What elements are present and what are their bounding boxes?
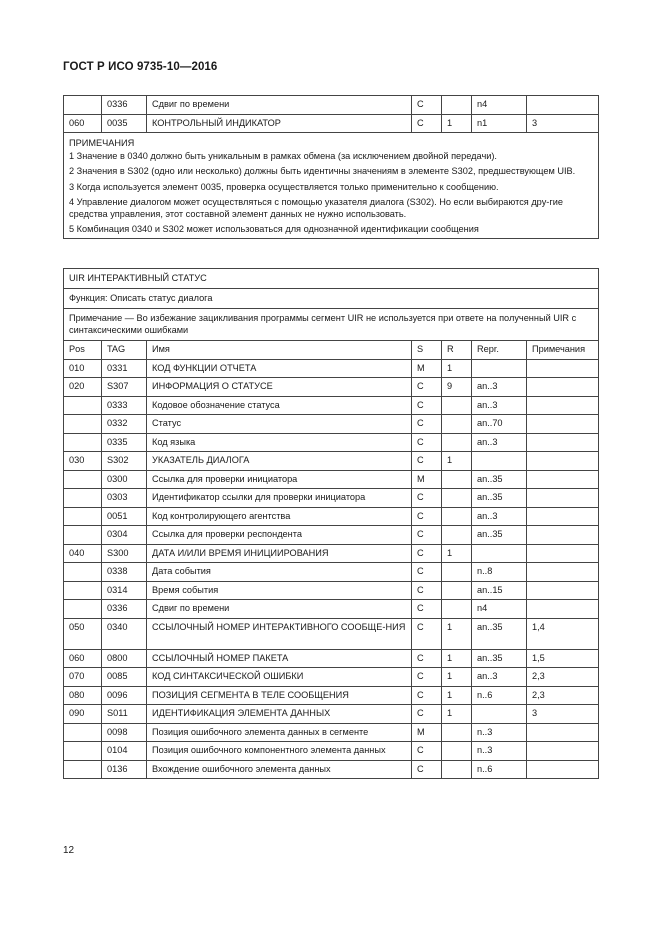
cell-name: КОД СИНТАКСИЧЕСКОЙ ОШИБКИ — [147, 668, 412, 687]
cell-pos — [64, 470, 102, 489]
page-number: 12 — [63, 845, 75, 856]
cell-notes — [527, 723, 599, 742]
cell-s: M — [412, 470, 442, 489]
cell-tag: 0303 — [102, 489, 147, 508]
cell-repr: an..3 — [472, 378, 527, 397]
cell-s: C — [412, 378, 442, 397]
note-item: 2 Значения в S302 (одно или несколько) должны быть идентичны значениям в элементе S302, предшествующем UIB. — [69, 166, 576, 177]
cell-r: 1 — [442, 114, 472, 133]
table-row — [64, 686, 599, 705]
cell-name: УКАЗАТЕЛЬ ДИАЛОГА — [147, 452, 412, 471]
col-header-s: S — [412, 341, 442, 360]
cell-s: M — [412, 359, 442, 378]
table-row — [64, 742, 599, 761]
cell-notes — [527, 526, 599, 545]
cell-s: C — [412, 563, 442, 582]
cell-repr: an..35 — [472, 649, 527, 668]
cell-s: C — [412, 544, 442, 563]
cell-tag: S011 — [102, 705, 147, 724]
cell-tag: 0104 — [102, 742, 147, 761]
cell-name: Код языка — [147, 433, 412, 452]
cell-s: C — [412, 581, 442, 600]
cell-s: C — [412, 705, 442, 724]
col-header-repr: Repr. — [472, 341, 527, 360]
cell-tag: 0085 — [102, 668, 147, 687]
cell-s: C — [412, 96, 442, 115]
table-row — [64, 114, 599, 133]
cell-name: Сдвиг по времени — [147, 96, 412, 115]
cell-s: C — [412, 396, 442, 415]
cell-notes — [527, 359, 599, 378]
cell-repr: an..15 — [472, 581, 527, 600]
cell-s: C — [412, 452, 442, 471]
cell-s: C — [412, 618, 442, 649]
cell-pos: 080 — [64, 686, 102, 705]
cell-r: 9 — [442, 378, 472, 397]
cell-repr: an..3 — [472, 668, 527, 687]
cell-pos: 050 — [64, 618, 102, 649]
cell-r: 1 — [442, 668, 472, 687]
cell-name: Ссылка для проверки инициатора — [147, 470, 412, 489]
cell-repr: n4 — [472, 600, 527, 619]
cell-r — [442, 96, 472, 115]
cell-s: C — [412, 114, 442, 133]
cell-notes — [527, 600, 599, 619]
cell-notes: 1,5 — [527, 649, 599, 668]
column-header-row — [64, 341, 599, 360]
cell-s: C — [412, 686, 442, 705]
table-row — [64, 359, 599, 378]
cell-name: Дата события — [147, 563, 412, 582]
note-item: 3 Когда используется элемент 0035, проверка осуществляется только применительно к сообщению. — [69, 181, 499, 192]
table-row — [64, 470, 599, 489]
notes-row — [64, 133, 599, 239]
cell-r — [442, 415, 472, 434]
cell-r: 1 — [442, 649, 472, 668]
cell-repr: n1 — [472, 114, 527, 133]
cell-name: ПОЗИЦИЯ СЕГМЕНТА В ТЕЛЕ СООБЩЕНИЯ — [147, 686, 412, 705]
cell-name: Статус — [147, 415, 412, 434]
cell-tag: S307 — [102, 378, 147, 397]
cell-repr: n..3 — [472, 742, 527, 761]
table-row — [64, 452, 599, 471]
cell-pos: 020 — [64, 378, 102, 397]
cell-repr: an..35 — [472, 489, 527, 508]
cell-pos — [64, 415, 102, 434]
cell-tag: 0098 — [102, 723, 147, 742]
cell-r — [442, 760, 472, 779]
cell-notes: 1,4 — [527, 618, 599, 649]
table-row — [64, 507, 599, 526]
cell-tag: 0300 — [102, 470, 147, 489]
table-row — [64, 618, 599, 649]
cell-name: КОНТРОЛЬНЫЙ ИНДИКАТОР — [147, 114, 412, 133]
cell-pos: 040 — [64, 544, 102, 563]
cell-r — [442, 563, 472, 582]
cell-s: C — [412, 526, 442, 545]
cell-r — [442, 507, 472, 526]
cell-pos — [64, 723, 102, 742]
cell-notes — [527, 507, 599, 526]
cell-pos: 070 — [64, 668, 102, 687]
cell-name: Время события — [147, 581, 412, 600]
cell-name: ССЫЛОЧНЫЙ НОМЕР ПАКЕТА — [147, 649, 412, 668]
cell-pos — [64, 600, 102, 619]
cell-pos — [64, 563, 102, 582]
cell-s: C — [412, 489, 442, 508]
cell-tag: 0304 — [102, 526, 147, 545]
cell-s: C — [412, 649, 442, 668]
cell-tag: 0314 — [102, 581, 147, 600]
cell-pos — [64, 742, 102, 761]
cell-name: ИДЕНТИФИКАЦИЯ ЭЛЕМЕНТА ДАННЫХ — [147, 705, 412, 724]
cell-notes — [527, 378, 599, 397]
cell-notes: 3 — [527, 705, 599, 724]
col-header-notes: Примечания — [527, 341, 599, 360]
table-row — [64, 96, 599, 115]
cell-tag: 0800 — [102, 649, 147, 668]
table-row — [64, 396, 599, 415]
table-row — [64, 723, 599, 742]
cell-tag: 0336 — [102, 600, 147, 619]
cell-pos — [64, 96, 102, 115]
table-row — [64, 649, 599, 668]
cell-tag: 0336 — [102, 96, 147, 115]
col-header-tag: TAG — [102, 341, 147, 360]
cell-s: C — [412, 668, 442, 687]
cell-pos — [64, 581, 102, 600]
cell-r: 1 — [442, 705, 472, 724]
segment-function-row — [64, 289, 599, 309]
cell-tag: S302 — [102, 452, 147, 471]
cell-name: Вхождение ошибочного элемента данных — [147, 760, 412, 779]
cell-name: КОД ФУНКЦИИ ОТЧЕТА — [147, 359, 412, 378]
cell-notes — [527, 415, 599, 434]
cell-pos — [64, 489, 102, 508]
document-header: ГОСТ Р ИСО 9735-10—2016 — [63, 61, 218, 73]
segment-title-row — [64, 269, 599, 289]
table-row — [64, 544, 599, 563]
cell-repr — [472, 359, 527, 378]
cell-s: C — [412, 507, 442, 526]
table-row — [64, 378, 599, 397]
cell-pos — [64, 760, 102, 779]
cell-name: Сдвиг по времени — [147, 600, 412, 619]
cell-r: 1 — [442, 452, 472, 471]
col-header-r: R — [442, 341, 472, 360]
note-item: 5 Комбинация 0340 и S302 может использоваться для однозначной идентификации сообщения — [69, 224, 479, 235]
notes-title: ПРИМЕЧАНИЯ — [69, 138, 135, 148]
cell-s: M — [412, 723, 442, 742]
cell-name: Идентификатор ссылки для проверки инициатора — [147, 489, 412, 508]
cell-pos — [64, 507, 102, 526]
cell-r: 1 — [442, 618, 472, 649]
cell-repr: an..3 — [472, 507, 527, 526]
cell-r: 1 — [442, 359, 472, 378]
cell-repr — [472, 544, 527, 563]
cell-notes — [527, 563, 599, 582]
cell-notes: 3 — [527, 114, 599, 133]
table-row — [64, 600, 599, 619]
cell-tag: S300 — [102, 544, 147, 563]
col-header-name: Имя — [147, 341, 412, 360]
cell-repr: an..3 — [472, 433, 527, 452]
cell-tag: 0096 — [102, 686, 147, 705]
segment-note: Примечание — Во избежание зацикливания программы сегмент UIR не используется при ответе на полученный UIR с синтаксическими ошибками — [64, 309, 599, 341]
cell-repr: n..6 — [472, 760, 527, 779]
col-header-pos: Pos — [64, 341, 102, 360]
cell-repr: an..35 — [472, 526, 527, 545]
table-row — [64, 489, 599, 508]
table-row — [64, 581, 599, 600]
table-row — [64, 563, 599, 582]
cell-pos: 060 — [64, 114, 102, 133]
continuation-table — [63, 95, 599, 239]
table-row — [64, 415, 599, 434]
cell-tag: 0338 — [102, 563, 147, 582]
cell-r — [442, 723, 472, 742]
cell-pos — [64, 396, 102, 415]
segment-title: UIR ИНТЕРАКТИВНЫЙ СТАТУС — [64, 269, 599, 289]
segment-note-row — [64, 309, 599, 341]
cell-name: ДАТА И/ИЛИ ВРЕМЯ ИНИЦИИРОВАНИЯ — [147, 544, 412, 563]
cell-pos — [64, 526, 102, 545]
cell-notes — [527, 433, 599, 452]
cell-r — [442, 526, 472, 545]
cell-r — [442, 489, 472, 508]
cell-repr — [472, 705, 527, 724]
cell-s: C — [412, 760, 442, 779]
table-row — [64, 760, 599, 779]
cell-notes — [527, 742, 599, 761]
cell-r — [442, 600, 472, 619]
cell-r — [442, 470, 472, 489]
cell-r — [442, 581, 472, 600]
cell-repr: n..6 — [472, 686, 527, 705]
cell-notes: 2,3 — [527, 686, 599, 705]
cell-repr: n4 — [472, 96, 527, 115]
notes-block — [64, 133, 599, 239]
cell-r — [442, 433, 472, 452]
cell-notes — [527, 96, 599, 115]
table-row — [64, 705, 599, 724]
table-row — [64, 526, 599, 545]
cell-name: ИНФОРМАЦИЯ О СТАТУСЕ — [147, 378, 412, 397]
cell-repr: n..8 — [472, 563, 527, 582]
cell-repr: an..35 — [472, 618, 527, 649]
cell-s: C — [412, 433, 442, 452]
cell-s: C — [412, 600, 442, 619]
uir-segment-table — [63, 268, 599, 779]
cell-s: C — [412, 742, 442, 761]
cell-tag: 0331 — [102, 359, 147, 378]
cell-r: 1 — [442, 686, 472, 705]
cell-notes — [527, 760, 599, 779]
cell-tag: 0136 — [102, 760, 147, 779]
cell-name: Позиция ошибочного элемента данных в сегменте — [147, 723, 412, 742]
table-row — [64, 433, 599, 452]
note-item: 4 Управление диалогом может осуществляться с помощью указателя диалога (S302). Но если выбираются дру-гие средства управления, этот составной элемент данных не нужно использовать. — [69, 196, 563, 220]
cell-repr: n..3 — [472, 723, 527, 742]
cell-notes — [527, 581, 599, 600]
cell-notes — [527, 544, 599, 563]
segment-function: Функция: Описать статус диалога — [64, 289, 599, 309]
cell-tag: 0332 — [102, 415, 147, 434]
cell-name: Кодовое обозначение статуса — [147, 396, 412, 415]
table-row — [64, 668, 599, 687]
cell-pos: 090 — [64, 705, 102, 724]
cell-notes — [527, 396, 599, 415]
cell-tag: 0335 — [102, 433, 147, 452]
cell-notes — [527, 452, 599, 471]
cell-repr — [472, 452, 527, 471]
cell-r: 1 — [442, 544, 472, 563]
cell-pos: 010 — [64, 359, 102, 378]
cell-pos: 060 — [64, 649, 102, 668]
cell-repr: an..35 — [472, 470, 527, 489]
cell-pos — [64, 433, 102, 452]
cell-repr: an..3 — [472, 396, 527, 415]
cell-r — [442, 396, 472, 415]
cell-r — [442, 742, 472, 761]
cell-name: ССЫЛОЧНЫЙ НОМЕР ИНТЕРАКТИВНОГО СООБЩЕ-НИЯ — [147, 618, 412, 649]
note-item: 1 Значение в 0340 должно быть уникальным в рамках обмена (за исключением двойной передачи). — [69, 151, 497, 162]
cell-pos: 030 — [64, 452, 102, 471]
cell-name: Код контролирующего агентства — [147, 507, 412, 526]
cell-tag: 0035 — [102, 114, 147, 133]
cell-repr: an..70 — [472, 415, 527, 434]
cell-name: Позиция ошибочного компонентного элемента данных — [147, 742, 412, 761]
cell-name: Ссылка для проверки респондента — [147, 526, 412, 545]
cell-tag: 0340 — [102, 618, 147, 649]
cell-tag: 0333 — [102, 396, 147, 415]
cell-notes: 2,3 — [527, 668, 599, 687]
cell-notes — [527, 470, 599, 489]
cell-s: C — [412, 415, 442, 434]
cell-notes — [527, 489, 599, 508]
cell-tag: 0051 — [102, 507, 147, 526]
